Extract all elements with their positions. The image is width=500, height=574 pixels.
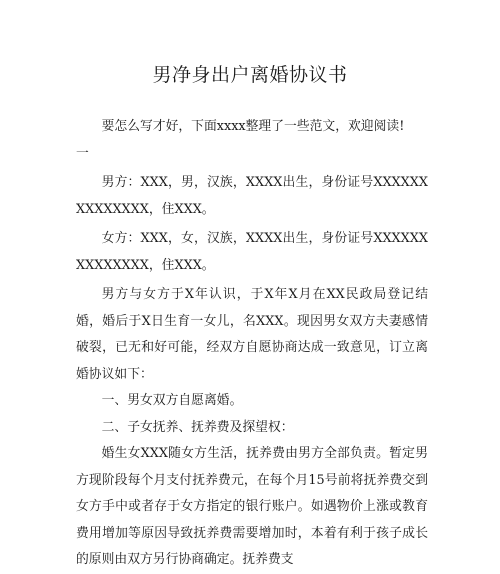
paragraph-clause-1: 一、男女双方自愿离婚。 xyxy=(101,393,243,408)
intro-paragraph: 要怎么写才好，下面xxxx整理了一些范文，欢迎阅读! xyxy=(101,119,405,134)
paragraph-child-support: 婚生女XXX随女方生活，抚养费由男方全部负责。暂定男方现阶段每个月支付抚养费元，在每个月15号前将抚养费交到女方手中或者存于女方指定的银行账户。如遇物价上涨或教育费用增加等原因导致抚养费需要增加时，本着有利于孩子成长的原则由双方另行协商确定。抚养费支 xyxy=(76,446,428,567)
document-title: 男净身出户离婚协议书 xyxy=(152,64,348,86)
paragraph-clause-2: 二、子女抚养、抚养费及探望权： xyxy=(101,419,294,435)
paragraph-female-party: 女方：XXX，女，汉族，XXXX出生，身份证号XXXXXXXXXXXXXX，住XXX。 xyxy=(76,231,428,273)
paragraph-background: 男方与女方于X年认识，于X年X月在XX民政局登记结婚，婚后于X日生育一女儿，名XXX。现因男女双方夫妻感情破裂，已无和好可能，经双方自愿协商达成一致意见，订立离婚协议如下： xyxy=(76,287,428,382)
dash-line: 一 xyxy=(76,145,89,161)
paragraph-male-party: 男方：XXX，男，汉族，XXXX出生，身份证号XXXXXXXXXXXXXX，住XXX。 xyxy=(76,175,428,217)
document-body xyxy=(76,114,428,574)
